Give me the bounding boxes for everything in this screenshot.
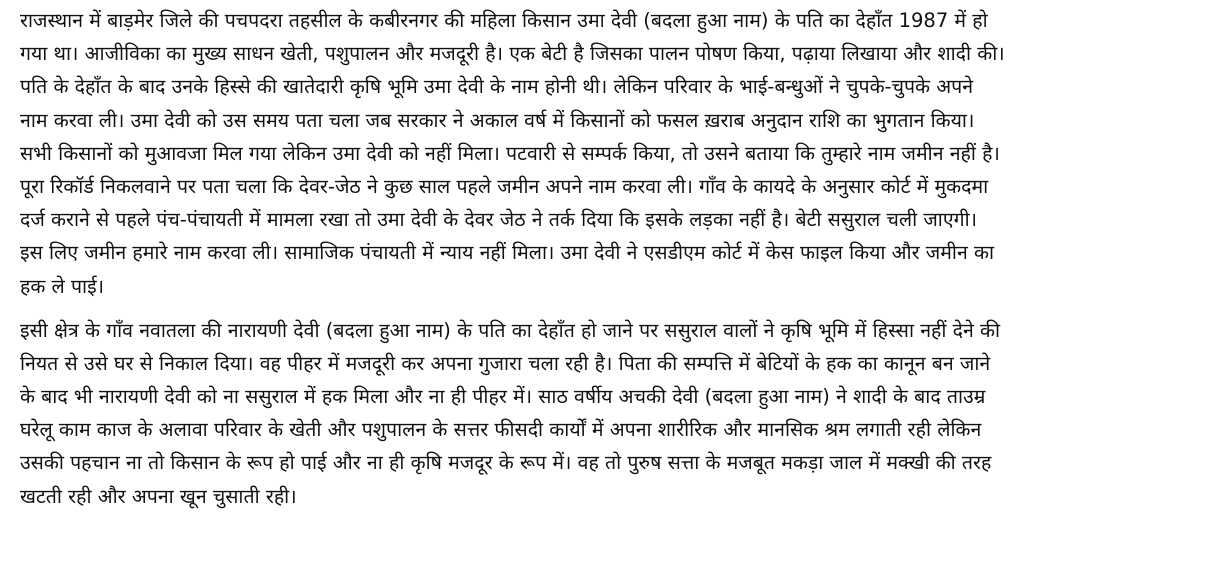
text-line: उसकी पहचान ना तो किसान के रूप हो पाई और ना ही कृषि मजदूर के रूप में। वह तो पुरुष सत्ता के मजबूत मकड़ा जाल में मक्खी की तरह — [20, 451, 992, 475]
text-line: गया था। आजीविका का मुख्य साधन खेती, पशुपालन और मजदूरी है। एक बेटी है जिसका पालन पोषण किया, पढ़ाया लिखाया और शादी की। — [20, 42, 1005, 66]
paragraph-1 — [20, 4, 1210, 303]
text-line: राजस्थान में बाड़मेर जिले की पचपदरा तहसील के कबीरनगर की महिला किसान उमा देवी (बदला हुआ नाम) के पति का देहाँत 1987 में हो — [20, 9, 988, 32]
paragraph-spacer — [20, 303, 1210, 314]
text-line: इसी क्षेत्र के गाँव नवातला की नारायणी देवी (बदला हुआ नाम) के पति का देहाँत हो जाने पर ससुराल वालों ने कृषि भूमि में हिस्सा नहीं देने की — [20, 318, 1001, 342]
text-line: के बाद भी नारायणी देवी को ना ससुराल में हक मिला और ना ही पीहर में। साठ वर्षीय अचकी देवी (बदला हुआ नाम) ने शादी के बाद ताउम्र — [20, 385, 986, 409]
paragraph-2 — [20, 314, 1210, 513]
text-line: सभी किसानों को मुआवजा मिल गया लेकिन उमा देवी को नहीं मिला। पटवारी से सम्पर्क किया, तो उसने बताया कि तुम्हारे नाम जमीन नहीं है। — [20, 141, 1000, 165]
text-line: पूरा रिकॉर्ड निकलवाने पर पता चला कि देवर-जेठ ने कुछ साल पहले जमीन अपने नाम करवा ली। गाँव के कायदे के अनुसार कोर्ट में मुकदमा — [20, 174, 989, 198]
text-line: खटती रही और अपना खून चुसाती रही। — [20, 484, 297, 508]
text-line: पति के देहाँत के बाद उनके हिस्से की खातेदारी कृषि भूमि उमा देवी के नाम होनी थी। लेकिन परिवार के भाई-बन्धुओं ने चुपके-चुपके अपने — [20, 75, 974, 99]
text-line: इस लिए जमीन हमारे नाम करवा ली। सामाजिक पंचायती में न्याय नहीं मिला। उमा देवी ने एसडीएम कोर्ट में केस फाइल किया और जमीन का — [20, 241, 995, 265]
text-line: दर्ज कराने से पहले पंच-पंचायती में मामला रखा तो उमा देवी के देवर जेठ ने तर्क दिया कि इसके लड़का नहीं है। बेटी ससुराल चली जाएगी। — [20, 208, 978, 232]
document-body — [20, 4, 1210, 513]
text-line: घरेलू काम काज के अलावा परिवार के खेती और पशुपालन के सत्तर फीसदी कार्यों में अपना शारीरिक और मानसिक श्रम लगाती रही लेकिन — [20, 418, 982, 442]
text-line: हक ले पाई। — [20, 274, 105, 298]
text-line: नियत से उसे घर से निकाल दिया। वह पीहर में मजदूरी कर अपना गुजारा चला रही है। पिता की सम्पत्ति में बेटियों के हक का कानून बन जाने — [20, 351, 991, 375]
text-line: नाम करवा ली। उमा देवी को उस समय पता चला जब सरकार ने अकाल वर्ष में किसानों को फसल ख़राब अनुदान राशि का भुगतान किया। — [20, 108, 975, 132]
